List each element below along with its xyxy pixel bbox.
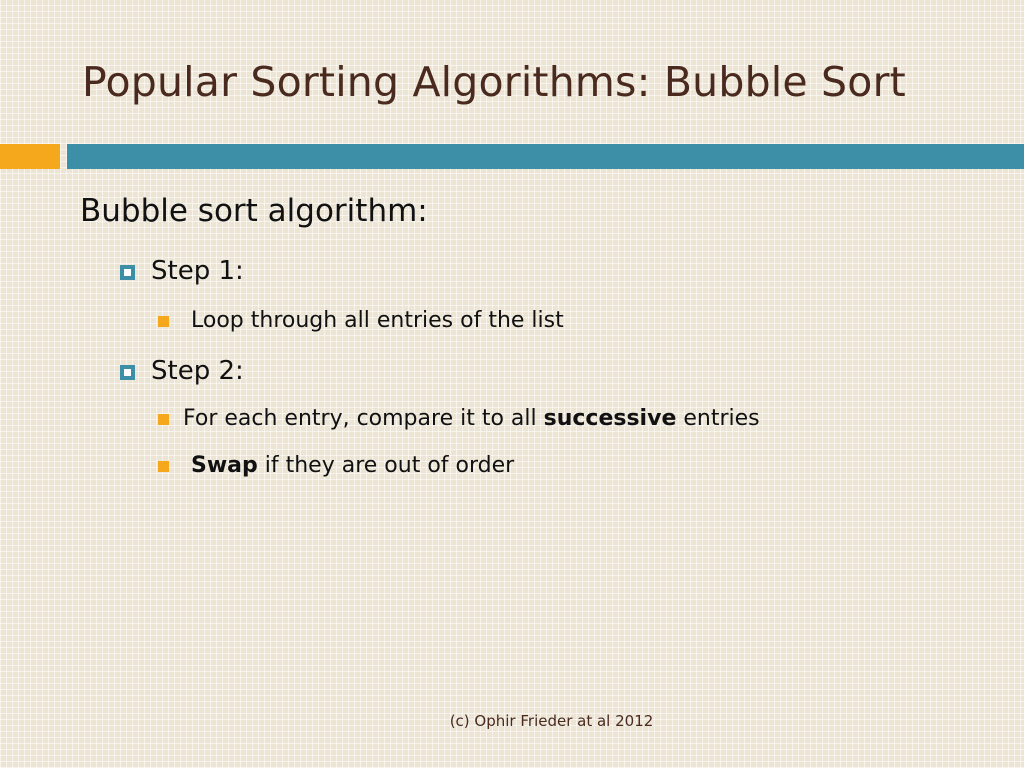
teal-square-bullet-icon [120,365,135,380]
step-1-label: Step 1: [151,256,244,286]
body-heading: Bubble sort algorithm: [80,193,428,229]
step-2-sub2-bold: Swap [191,453,258,478]
slide-footer: (c) Ophir Frieder at al 2012 [449,712,654,730]
step-2-sub2-after: if they are out of order [257,453,515,478]
slide-title: Popular Sorting Algorithms: Bubble Sort [82,58,906,106]
step-2-sub1-text [183,406,760,431]
step-2-sub1-after: entries [676,406,760,431]
accent-bar-teal [67,144,1024,169]
teal-square-bullet-icon [120,265,135,280]
step-1-sub-text: Loop through all entries of the list [191,308,564,333]
orange-square-bullet-icon [158,414,169,425]
step-2-sub1-before: For each entry, compare it to all [183,406,544,431]
accent-bar-orange [0,144,60,169]
orange-square-bullet-icon [158,316,169,327]
step-2-sub1-bold: successive [543,406,677,431]
orange-square-bullet-icon [158,461,169,472]
step-2-label: Step 2: [151,356,244,386]
step-2-sub2-text [191,453,514,478]
